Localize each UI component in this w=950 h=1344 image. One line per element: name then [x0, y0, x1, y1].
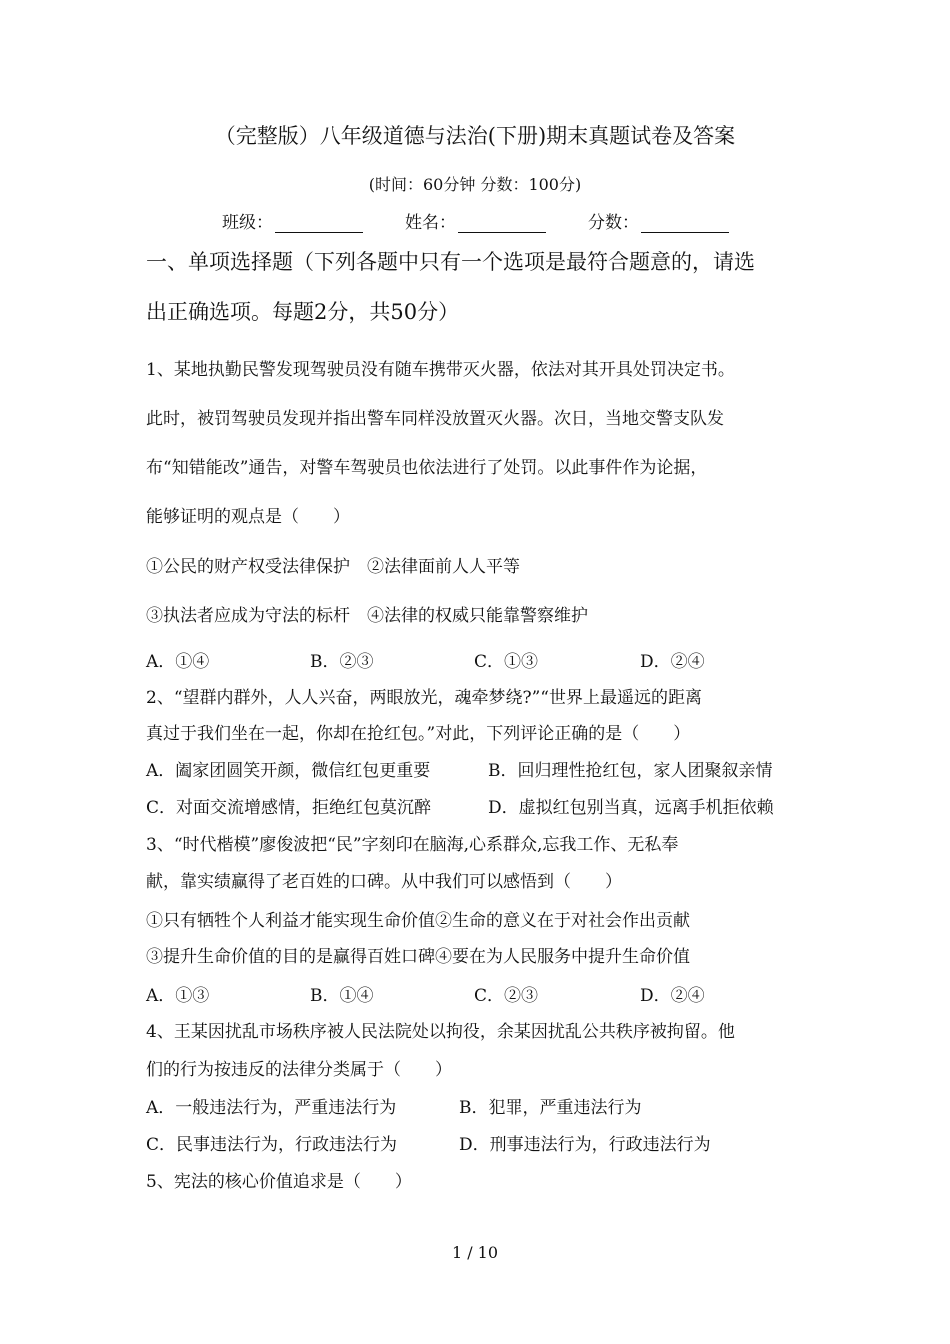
question-2-option-c[interactable]: C．对面交流增感情，拒绝红包莫沉醉	[146, 798, 432, 818]
question-4-text: 们的行为按违反的法律分类属于（ ）	[146, 1060, 452, 1080]
question-4-option-d[interactable]: D．刑事违法行为，行政违法行为	[459, 1135, 711, 1155]
score-field	[588, 208, 729, 233]
question-2-option-d[interactable]: D．虚拟红包别当真，远离手机拒依赖	[488, 798, 774, 818]
question-1-item: ①公民的财产权受法律保护 ②法律面前人人平等	[146, 557, 520, 577]
question-4-text: 4、王某因扰乱市场秩序被人民法院处以拘役，余某因扰乱公共秩序被拘留。他	[146, 1022, 735, 1042]
exam-time-score: (时间：60分钟 分数：100分)	[368, 175, 582, 194]
class-label: 班级：	[222, 213, 273, 233]
question-1-text: 此时，被罚驾驶员发现并指出警车同样没放置灭火器。次日，当地交警支队发	[146, 409, 724, 429]
question-2-option-a[interactable]: A．阖家团圆笑开颜，微信红包更重要	[146, 761, 431, 781]
question-3-option-b[interactable]: B．①④	[310, 986, 374, 1006]
question-1-text: 布“知错能改”通告，对警车驾驶员也依法进行了处罚。以此事件作为论据，	[146, 458, 708, 478]
question-3-item: ③提升生命价值的目的是赢得百姓口碑④要在为人民服务中提升生命价值	[146, 947, 690, 967]
question-3-text: 献，靠实绩赢得了老百姓的口碑。从中我们可以感悟到（ ）	[146, 872, 622, 892]
question-3-option-c[interactable]: C．②③	[474, 986, 539, 1006]
question-1-option-c[interactable]: C．①③	[474, 652, 539, 672]
question-3-item: ①只有牺牲个人利益才能实现生命价值②生命的意义在于对社会作出贡献	[146, 911, 690, 931]
section-heading-cont: 出正确选项。每题2分，共50分）	[146, 300, 460, 324]
question-4-option-c[interactable]: C．民事违法行为，行政违法行为	[146, 1135, 398, 1155]
question-4-option-a[interactable]: A．一般违法行为，严重违法行为	[146, 1098, 397, 1118]
question-3-text: 3、“时代楷模”廖俊波把“民”字刻印在脑海,心系群众,忘我工作、无私奉	[146, 835, 679, 855]
student-info-fields	[222, 208, 771, 233]
score-blank[interactable]	[641, 212, 729, 233]
name-blank[interactable]	[458, 212, 546, 233]
question-1-option-d[interactable]: D．②④	[640, 652, 705, 672]
class-field	[222, 208, 363, 233]
score-label: 分数：	[588, 213, 639, 233]
section-heading: 一、单项选择题（下列各题中只有一个选项是最符合题意的，请选	[146, 250, 755, 274]
name-field	[405, 208, 546, 233]
question-2-option-b[interactable]: B．回归理性抢红包，家人团聚叙亲情	[488, 761, 773, 781]
question-2-text: 2、“望群内群外，人人兴奋，两眼放光，魂牵梦绕?”“世界上最遥远的距离	[146, 688, 703, 708]
class-blank[interactable]	[275, 212, 363, 233]
question-4-option-b[interactable]: B．犯罪，严重违法行为	[459, 1098, 642, 1118]
question-5-text: 5、宪法的核心价值追求是（ ）	[146, 1172, 412, 1192]
question-1-text: 1、某地执勤民警发现驾驶员没有随车携带灭火器，依法对其开具处罚决定书。	[146, 360, 735, 380]
question-1-option-b[interactable]: B．②③	[310, 652, 374, 672]
question-1-item: ③执法者应成为守法的标杆 ④法律的权威只能靠警察维护	[146, 606, 588, 626]
question-2-text: 真过于我们坐在一起，你却在抢红包。”对此，下列评论正确的是（ ）	[146, 724, 691, 744]
question-3-option-a[interactable]: A．①③	[146, 986, 210, 1006]
name-label: 姓名：	[405, 213, 456, 233]
question-1-option-a[interactable]: A．①④	[146, 652, 210, 672]
question-1-text: 能够证明的观点是（ ）	[146, 507, 350, 527]
question-3-option-d[interactable]: D．②④	[640, 986, 705, 1006]
page-title: （完整版）八年级道德与法治(下册)期末真题试卷及答案	[214, 124, 736, 148]
page-number: 1 / 10	[451, 1243, 499, 1262]
